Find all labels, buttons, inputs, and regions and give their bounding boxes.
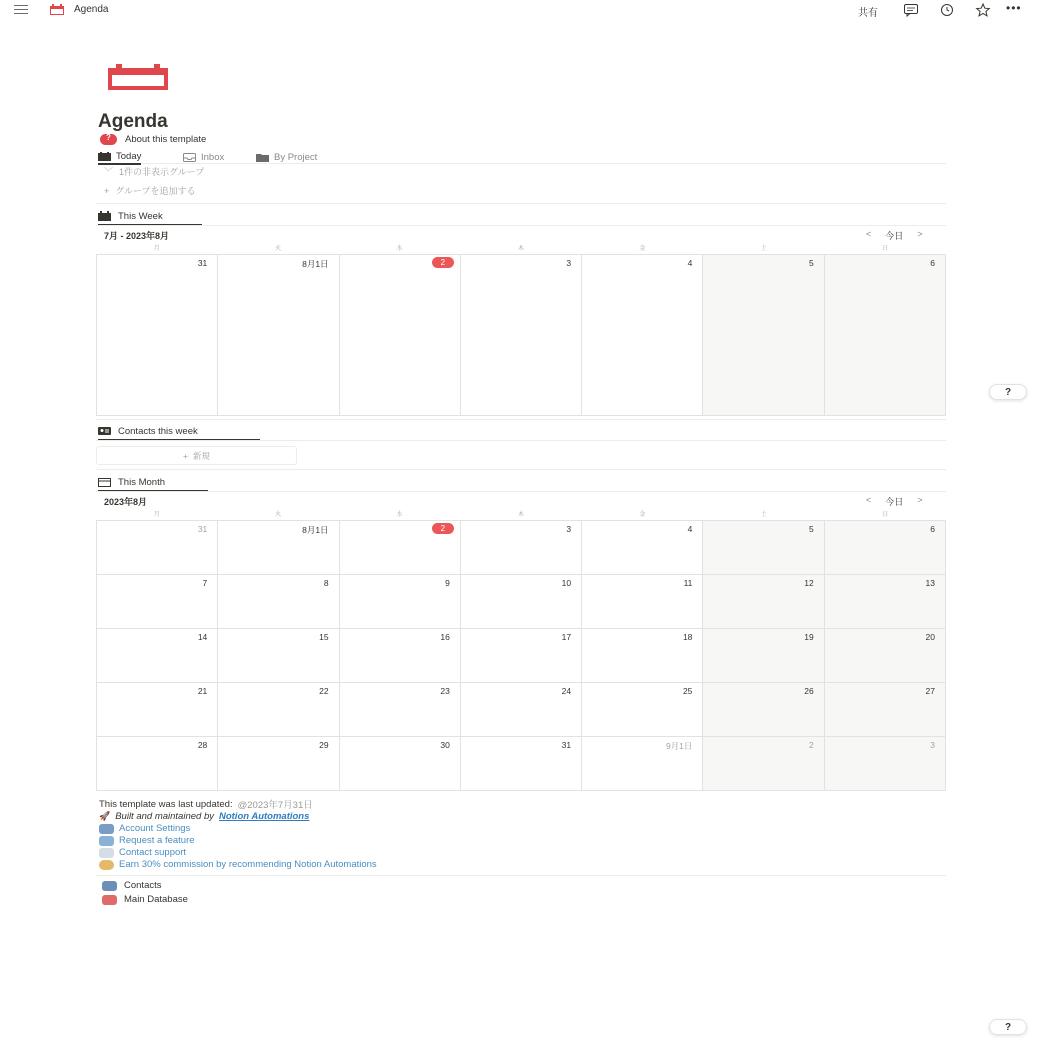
box-icon	[99, 836, 114, 846]
plus-icon: +	[183, 450, 188, 461]
calendar-day-cell[interactable]	[703, 255, 824, 416]
day-number: 27	[925, 686, 935, 696]
day-number: 31	[561, 740, 572, 750]
main-database-link[interactable]	[102, 894, 188, 905]
calendar-day-cell[interactable]	[218, 683, 339, 737]
day-number: 13	[925, 578, 935, 588]
calendar-day-cell[interactable]	[218, 737, 339, 791]
calendar-day-cell[interactable]	[582, 521, 703, 575]
calendar-icon	[98, 152, 111, 161]
calendar-icon	[98, 211, 111, 221]
calendar-week-row	[97, 255, 946, 416]
weekday-header	[96, 509, 946, 519]
rocket-icon: 🚀	[99, 811, 111, 821]
day-number: 30	[440, 740, 450, 750]
contact-support-link[interactable]	[99, 847, 186, 858]
page-calendar-icon[interactable]	[108, 64, 168, 90]
weekday-label: 土	[760, 512, 767, 518]
day-number: 18	[682, 632, 693, 642]
day-number: 14	[197, 632, 208, 642]
contacts-week-view-tab[interactable]	[98, 423, 198, 439]
day-number: 8月1日	[302, 525, 329, 535]
link-label: Earn 30% commission by recommending Notion Automations	[119, 859, 377, 870]
day-number: 20	[925, 632, 935, 642]
calendar-day-cell[interactable]	[97, 575, 218, 629]
month-range-label: 2023年8月	[104, 497, 148, 507]
calendar-day-cell[interactable]	[461, 629, 582, 683]
day-number: 19	[804, 632, 814, 642]
last-updated-line	[99, 797, 313, 811]
weekday-label: 月	[153, 246, 160, 252]
day-number: 7	[202, 578, 208, 588]
weekday-label: 月	[153, 512, 160, 518]
calendar-day-cell[interactable]	[582, 683, 703, 737]
inbox-icon	[183, 153, 196, 162]
calendar-week-row	[97, 737, 946, 791]
folder-icon	[256, 153, 269, 162]
calendar-icon	[50, 4, 64, 15]
section-label: Contacts this week	[118, 425, 198, 437]
menu-icon[interactable]	[14, 5, 28, 15]
calendar-day-cell[interactable]	[582, 575, 703, 629]
calendar-day-cell[interactable]	[825, 683, 946, 737]
calendar-day-cell[interactable]	[97, 683, 218, 737]
day-number: 15	[319, 632, 329, 642]
calendar-day-cell[interactable]	[825, 629, 946, 683]
section-label: This Week	[118, 210, 163, 222]
weekday-label: 日	[882, 246, 889, 252]
comment-icon[interactable]	[903, 3, 919, 17]
calendar-day-cell[interactable]	[703, 737, 824, 791]
calendar-day-cell[interactable]	[582, 737, 703, 791]
next-arrow-icon[interactable]: >	[917, 495, 923, 505]
db-label: Main Database	[124, 894, 188, 905]
divider	[96, 491, 946, 492]
month-nav	[866, 495, 923, 508]
tab-label: By Project	[274, 151, 318, 163]
help-button-bottom[interactable]: ?	[989, 1019, 1027, 1035]
week-range-label: 7月 - 2023年8月	[104, 231, 170, 241]
view-tabs	[98, 148, 946, 164]
weekday-label: 土	[760, 246, 767, 252]
week-nav	[866, 229, 923, 242]
hidden-group-toggle[interactable]	[104, 165, 204, 178]
day-number: 26	[804, 686, 814, 696]
more-icon[interactable]: •••	[1006, 1, 1022, 15]
prev-arrow-icon[interactable]: <	[866, 229, 872, 239]
calendar-day-cell[interactable]	[582, 629, 703, 683]
account-settings-link[interactable]	[99, 823, 190, 834]
day-number: 3	[566, 524, 572, 534]
mail-icon	[99, 848, 114, 858]
today-day-badge: 2	[432, 257, 454, 268]
divider	[96, 225, 946, 226]
prev-arrow-icon[interactable]: <	[866, 495, 872, 505]
calendar-day-cell[interactable]	[825, 575, 946, 629]
contact-card-icon	[98, 426, 111, 436]
calendar-day-cell[interactable]	[218, 255, 339, 416]
about-label: About this template	[125, 134, 207, 145]
calendar-week-row	[97, 683, 946, 737]
day-number: 6	[930, 258, 935, 268]
question-badge-icon	[100, 134, 117, 145]
calendar-week-row	[97, 629, 946, 683]
new-label: 新規	[192, 450, 210, 461]
divider	[96, 875, 946, 876]
link-label: Contact support	[119, 847, 187, 858]
weekday-label: 木	[517, 246, 524, 252]
calendar-day-cell[interactable]	[461, 575, 582, 629]
day-number: 22	[319, 686, 329, 696]
new-contact-button[interactable]	[96, 446, 297, 465]
month-calendar-grid	[96, 520, 946, 791]
divider	[96, 203, 946, 204]
calendar-day-cell[interactable]	[218, 629, 339, 683]
clock-icon[interactable]	[939, 3, 955, 17]
add-group-label: グループを追加する	[115, 186, 196, 196]
calendar-day-cell[interactable]	[340, 575, 461, 629]
section-label: This Month	[118, 476, 165, 488]
weekday-label: 水	[396, 512, 403, 518]
calendar-week-row	[97, 521, 946, 575]
day-number: 17	[561, 632, 572, 642]
day-number: 6	[930, 524, 935, 534]
calendar-day-cell[interactable]	[825, 521, 946, 575]
calendar-day-cell[interactable]	[97, 737, 218, 791]
day-number: 11	[683, 578, 693, 588]
day-number: 23	[440, 686, 450, 696]
calendar-day-cell-today[interactable]	[340, 521, 461, 575]
calendar-day-cell[interactable]	[97, 255, 218, 416]
today-button[interactable]: 今日	[885, 231, 904, 241]
contacts-database-link[interactable]	[102, 880, 162, 891]
calendar-day-cell[interactable]	[218, 521, 339, 575]
calendar-day-cell[interactable]	[825, 255, 946, 416]
calendar-day-cell[interactable]	[703, 521, 824, 575]
day-number: 21	[197, 686, 208, 696]
request-feature-link[interactable]	[99, 835, 195, 846]
weekday-label: 火	[275, 512, 282, 518]
today-day-badge: 2	[432, 523, 454, 534]
built-prefix: Built and maintained by	[115, 811, 214, 822]
day-number: 28	[197, 740, 208, 750]
about-template-toggle[interactable]	[100, 133, 206, 146]
calendar-day-cell[interactable]	[825, 737, 946, 791]
calendar-outline-icon	[98, 477, 111, 487]
day-number: 8月1日	[302, 259, 329, 269]
link-label: Account Settings	[119, 823, 191, 834]
link-label: Request a feature	[119, 835, 195, 846]
this-month-view-tab[interactable]	[98, 474, 165, 490]
this-week-view-tab[interactable]	[98, 208, 163, 224]
today-button[interactable]: 今日	[885, 497, 904, 507]
calendar-day-cell[interactable]	[340, 737, 461, 791]
date-mention[interactable]: @2023年7月31日	[237, 800, 313, 811]
people-icon	[102, 881, 117, 891]
week-calendar-grid	[96, 254, 946, 416]
day-number: 5	[808, 258, 814, 268]
coin-icon	[99, 860, 114, 870]
tab-label: Inbox	[201, 151, 225, 163]
weekday-label: 金	[639, 512, 646, 518]
plus-icon: +	[104, 185, 110, 196]
calendar-day-cell[interactable]	[340, 683, 461, 737]
day-number: 9月1日	[665, 741, 693, 751]
day-number: 29	[319, 740, 329, 750]
calendar-day-cell[interactable]	[97, 521, 218, 575]
calendar-day-cell[interactable]	[461, 521, 582, 575]
day-number: 16	[440, 632, 450, 642]
user-icon	[99, 824, 114, 834]
updated-prefix: This template was last updated:	[99, 798, 233, 810]
topbar	[0, 0, 1042, 20]
day-number: 31	[197, 524, 208, 534]
tab-inbox[interactable]	[183, 150, 224, 164]
notion-automations-link[interactable]: Notion Automations	[218, 811, 310, 822]
add-group-button[interactable]	[104, 184, 196, 197]
calendar-day-cell-today[interactable]	[340, 255, 461, 416]
calendar-day-cell[interactable]	[218, 575, 339, 629]
day-number: 4	[687, 258, 693, 268]
page-title[interactable]: Agenda	[98, 111, 168, 132]
day-number: 8	[323, 578, 329, 588]
weekday-label: 火	[275, 246, 282, 252]
weekday-header	[96, 243, 946, 253]
day-number: 5	[808, 524, 814, 534]
calendar-icon	[102, 895, 117, 905]
hidden-group-label: 1件の非表示グループ	[119, 167, 205, 177]
tab-label: Today	[116, 151, 142, 162]
help-button[interactable]: ?	[989, 384, 1027, 400]
share-button[interactable]: 共有	[858, 8, 878, 19]
star-icon[interactable]	[975, 3, 991, 17]
calendar-day-cell[interactable]	[97, 629, 218, 683]
day-number: 3	[566, 258, 572, 268]
chevron-down-icon: ﹀	[104, 167, 114, 177]
divider	[96, 469, 946, 470]
calendar-day-cell[interactable]	[703, 575, 824, 629]
weekday-label: 金	[639, 246, 646, 252]
day-number: 3	[930, 740, 935, 750]
calendar-week-row	[97, 575, 946, 629]
weekday-label: 日	[882, 512, 889, 518]
divider	[96, 419, 946, 420]
calendar-day-cell[interactable]	[461, 683, 582, 737]
calendar-day-cell[interactable]	[461, 737, 582, 791]
day-number: 10	[561, 578, 572, 588]
day-number: 2	[808, 740, 814, 750]
day-number: 31	[197, 258, 208, 268]
calendar-day-cell[interactable]	[582, 255, 703, 416]
earn-commission-link[interactable]	[99, 859, 377, 870]
day-number: 9	[445, 578, 450, 588]
next-arrow-icon[interactable]: >	[917, 229, 923, 239]
weekday-label: 木	[517, 512, 524, 518]
day-number: 24	[561, 686, 572, 696]
calendar-day-cell[interactable]	[340, 629, 461, 683]
weekday-label: 水	[396, 246, 403, 252]
day-number: 25	[682, 686, 693, 696]
built-by-line	[99, 811, 309, 822]
tab-today[interactable]	[98, 150, 141, 165]
calendar-day-cell[interactable]	[461, 255, 582, 416]
breadcrumb-title[interactable]: Agenda	[74, 4, 109, 15]
day-number: 12	[804, 578, 814, 588]
tab-by-project[interactable]	[256, 150, 317, 164]
calendar-day-cell[interactable]	[703, 629, 824, 683]
divider	[96, 440, 946, 441]
db-label: Contacts	[124, 880, 162, 891]
calendar-day-cell[interactable]	[703, 683, 824, 737]
day-number: 4	[687, 524, 693, 534]
